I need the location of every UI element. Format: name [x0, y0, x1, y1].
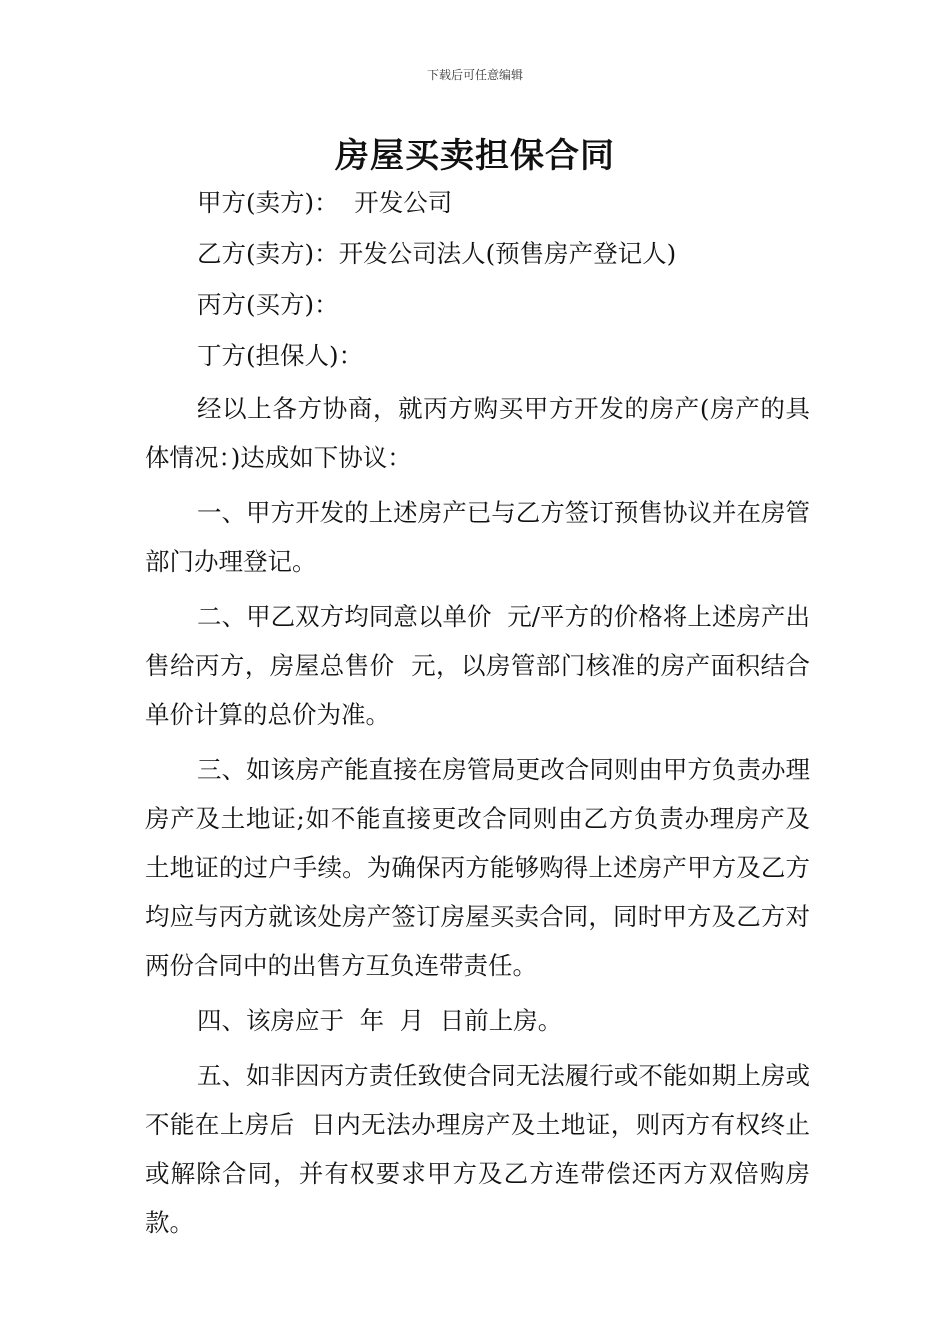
party-c-line: 丙方(买方)： — [197, 290, 339, 319]
party-d-line: 丁方(担保人)： — [197, 341, 364, 370]
header-note: 下载后可任意编辑 — [426, 68, 523, 82]
intro-paragraph: 经以上各方协商，就丙方购买甲方开发的房产(房产的具体情况：)达成如下协议： — [145, 394, 810, 472]
party-b-line: 乙方(卖方)：开发公司法人(预售房产登记人) — [197, 239, 677, 268]
clause-5: 五、如非因丙方责任致使合同无法履行或不能如期上房或不能在上房后 日内无法办理房产及土地证，则丙方有权终止或解除合同，并有权要求甲方及乙方连带偿还丙方双倍购房款。 — [145, 1061, 810, 1237]
document-title: 房屋买卖担保合同 — [335, 136, 615, 176]
clause-2: 二、甲乙双方均同意以单价 元/平方的价格将上述房产出售给丙方，房屋总售价 元，以房管部门核准的房产面积结合单价计算的总价为准。 — [145, 602, 810, 729]
clause-3: 三、如该房产能直接在房管局更改合同则由甲方负责办理房产及土地证;如不能直接更改合同则由乙方负责办理房产及土地证的过户手续。为确保丙方能够购得上述房产甲方及乙方均应与丙方就该处房产签订房屋买卖合同，同时甲方及乙方对两份合同中的出售方互负连带责任。 — [145, 755, 810, 980]
clause-1: 一、甲方开发的上述房产已与乙方签订预售协议并在房管部门办理登记。 — [145, 498, 810, 576]
clause-4: 四、该房应于 年 月 日前上房。 — [197, 1006, 563, 1035]
party-a-line: 甲方(卖方)： 开发公司 — [197, 188, 453, 217]
document-body — [145, 178, 810, 1247]
